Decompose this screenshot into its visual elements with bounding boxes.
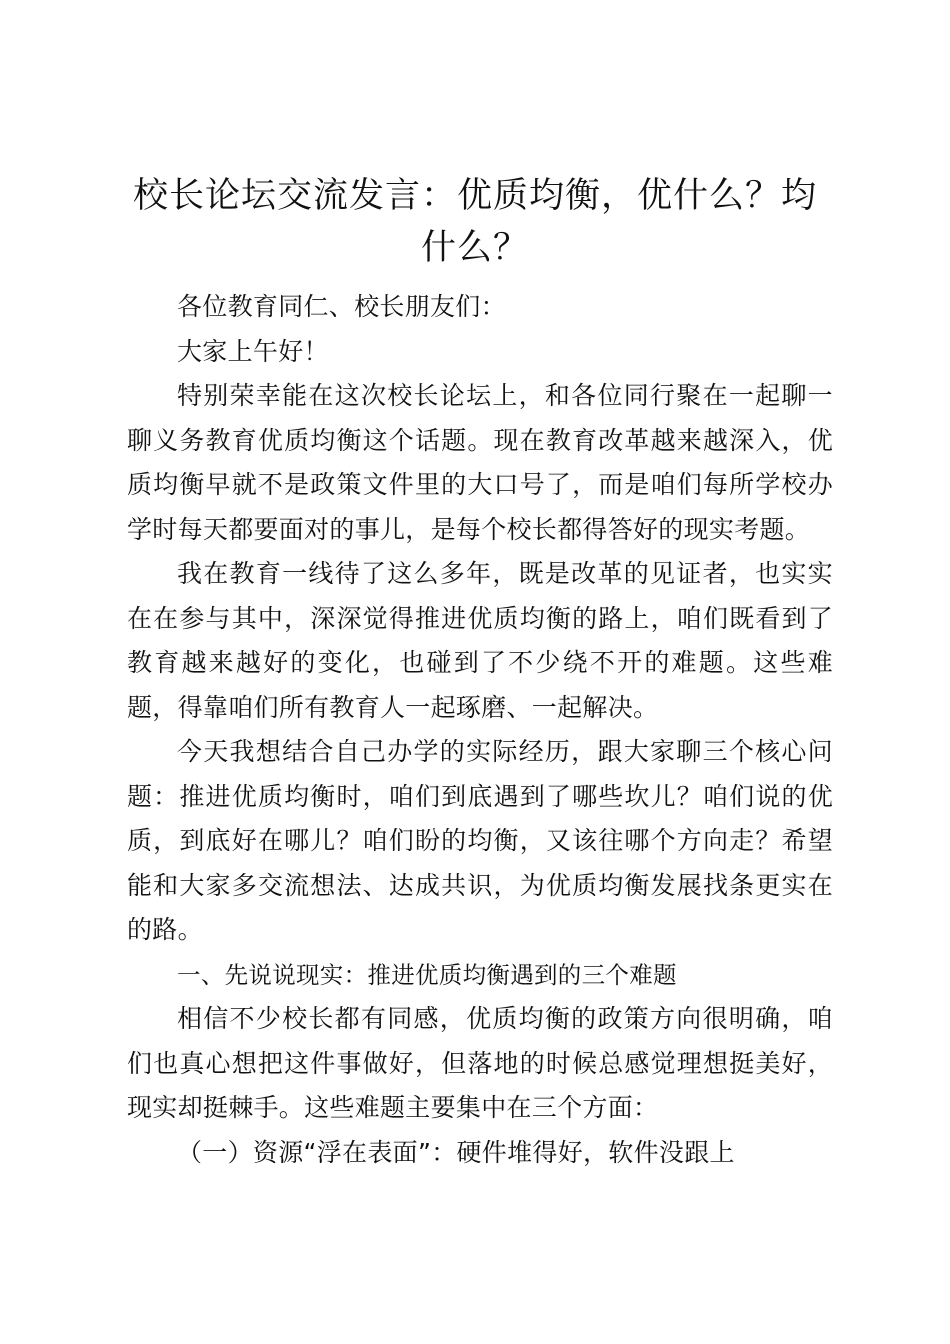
document-title: 校长论坛交流发言：优质均衡，优什么？均什么？ <box>132 176 817 268</box>
subsection-heading: （一）资源“浮在表面”：硬件堆得好，软件没跟上 <box>177 1137 735 1167</box>
agenda-paragraph: 今天我想结合自己办学的实际经历，跟大家聊三个核心问题：推进优质均衡时，咱们到底遇到了哪些坎儿？咱们说的优质，到底好在哪儿？咱们盼的均衡，又该往哪个方向走？希望能和大家多交流想法、达成共识，为优质均衡发展找条更实在的路。 <box>127 737 833 944</box>
section-paragraph: 相信不少校长都有同感，优质均衡的政策方向很明确，咱们也真心想把这件事做好，但落地的时候总感觉理想挺美好，现实却挺棘手。这些难题主要集中在三个方面： <box>127 1004 833 1122</box>
greeting-paragraph: 大家上午好！ <box>177 336 329 366</box>
experience-paragraph: 我在教育一线待了这么多年，既是改革的见证者，也实实在在参与其中，深深觉得推进优质均衡的路上，咱们既看到了教育越来越好的变化，也碰到了不少绕不开的难题。这些难题，得靠咱们所有教育人一起琢磨、一起解决。 <box>127 559 833 722</box>
intro-paragraph: 特别荣幸能在这次校长论坛上，和各位同行聚在一起聊一聊义务教育优质均衡这个话题。现在教育改革越来越深入，优质均衡早就不是政策文件里的大口号了，而是咱们每所学校办学时每天都要面对的事儿，是每个校长都得答好的现实考题。 <box>127 381 833 544</box>
salutation-paragraph: 各位教育同仁、校长朋友们： <box>177 292 506 321</box>
section-heading: 一、先说说现实：推进优质均衡遇到的三个难题 <box>177 960 677 989</box>
document-body <box>127 285 833 1175</box>
